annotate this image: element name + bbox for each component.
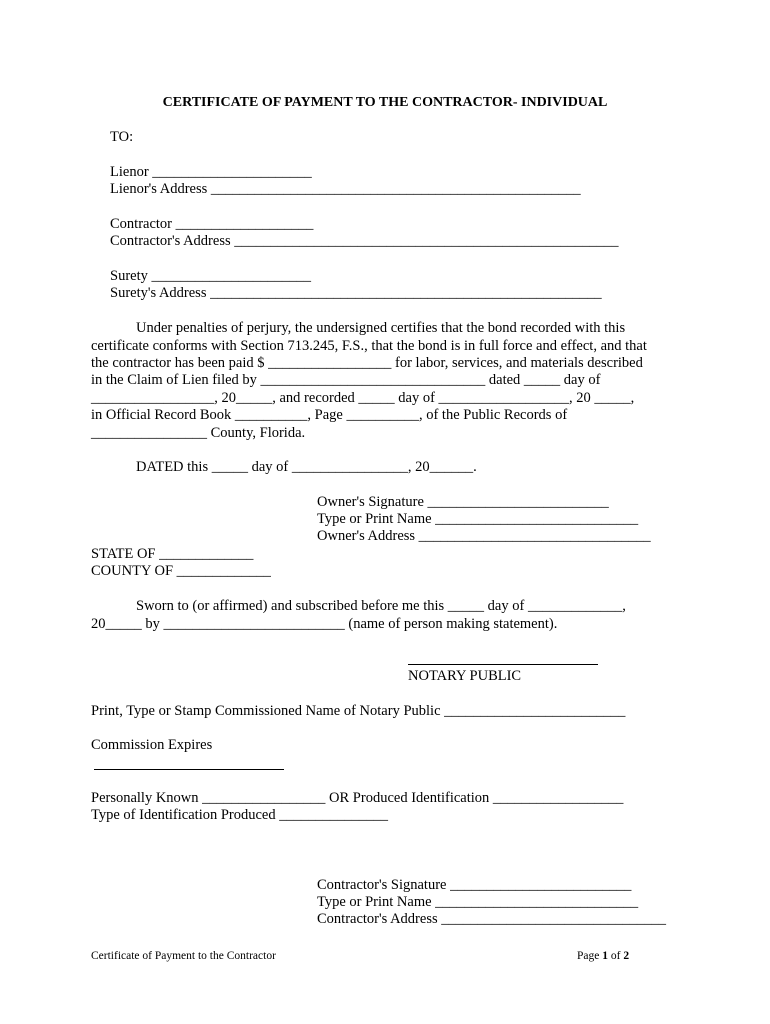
- contractor-field: Contractor ___________________: [110, 216, 314, 232]
- owner-address-field: Owner's Address ________________________________: [317, 528, 651, 544]
- footer-page-number: [577, 948, 629, 965]
- notary-name-field: Print, Type or Stamp Commissioned Name of Notary Public _________________________: [91, 703, 626, 719]
- to-label: TO:: [110, 129, 134, 145]
- sworn-line: Sworn to (or affirmed) and subscribed before me this _____ day of _____________,: [136, 598, 626, 614]
- contractor-signature-field: Contractor's Signature _________________________: [317, 877, 632, 893]
- commission-expires-line: [94, 769, 284, 770]
- owner-signature-field: Owner's Signature _________________________: [317, 494, 609, 510]
- contractor-print-name-field: Type or Print Name ____________________________: [317, 894, 639, 910]
- dated-line: DATED this _____ day of ________________, 20______.: [136, 459, 477, 475]
- footer-document-name: Certificate of Payment to the Contractor: [91, 950, 276, 962]
- contractor-signer-address-field: Contractor's Address _______________________________: [317, 911, 666, 927]
- county-of-field: COUNTY OF _____________: [91, 563, 271, 579]
- commission-expires-label: Commission Expires: [91, 737, 213, 753]
- footer-of-word: of: [610, 950, 621, 962]
- footer-page-current: 1: [602, 950, 608, 962]
- state-of-field: STATE OF _____________: [91, 546, 254, 562]
- body-line: Under penalties of perjury, the undersigned certifies that the bond recorded with this: [136, 320, 626, 336]
- body-line: _________________, 20_____, and recorded _____ day of __________________, 20 _____,: [91, 390, 635, 406]
- body-line: in the Claim of Lien filed by _______________________________ dated _____ day of: [91, 372, 601, 388]
- footer-page-word: Page: [577, 950, 600, 962]
- surety-field: Surety ______________________: [110, 268, 311, 284]
- personally-known-field: Personally Known _________________ OR Produced Identification __________________: [91, 790, 624, 806]
- document-title: CERTIFICATE OF PAYMENT TO THE CONTRACTOR- INDIVIDUAL: [162, 95, 608, 110]
- body-line: the contractor has been paid $ _________________ for labor, services, and materials described: [91, 355, 643, 371]
- owner-print-name-field: Type or Print Name ____________________________: [317, 511, 639, 527]
- sworn-line: 20_____ by _________________________ (name of person making statement).: [91, 616, 558, 632]
- contractor-address-field: Contractor's Address _____________________________________________________: [110, 233, 619, 249]
- body-line: in Official Record Book __________, Page __________, of the Public Records of: [91, 407, 568, 423]
- footer-page-total: 2: [623, 950, 630, 962]
- notary-public-label: NOTARY PUBLIC: [408, 668, 522, 684]
- lienor-address-field: Lienor's Address ___________________________________________________: [110, 181, 581, 197]
- identification-type-field: Type of Identification Produced _______________: [91, 807, 388, 823]
- surety-address-field: Surety's Address ______________________________________________________: [110, 285, 602, 301]
- lienor-field: Lienor ______________________: [110, 164, 312, 180]
- body-line: certificate conforms with Section 713.245, F.S., that the bond is in full force and effect, and that: [91, 338, 647, 354]
- notary-signature-line: [408, 664, 598, 665]
- body-line: ________________ County, Florida.: [91, 425, 306, 441]
